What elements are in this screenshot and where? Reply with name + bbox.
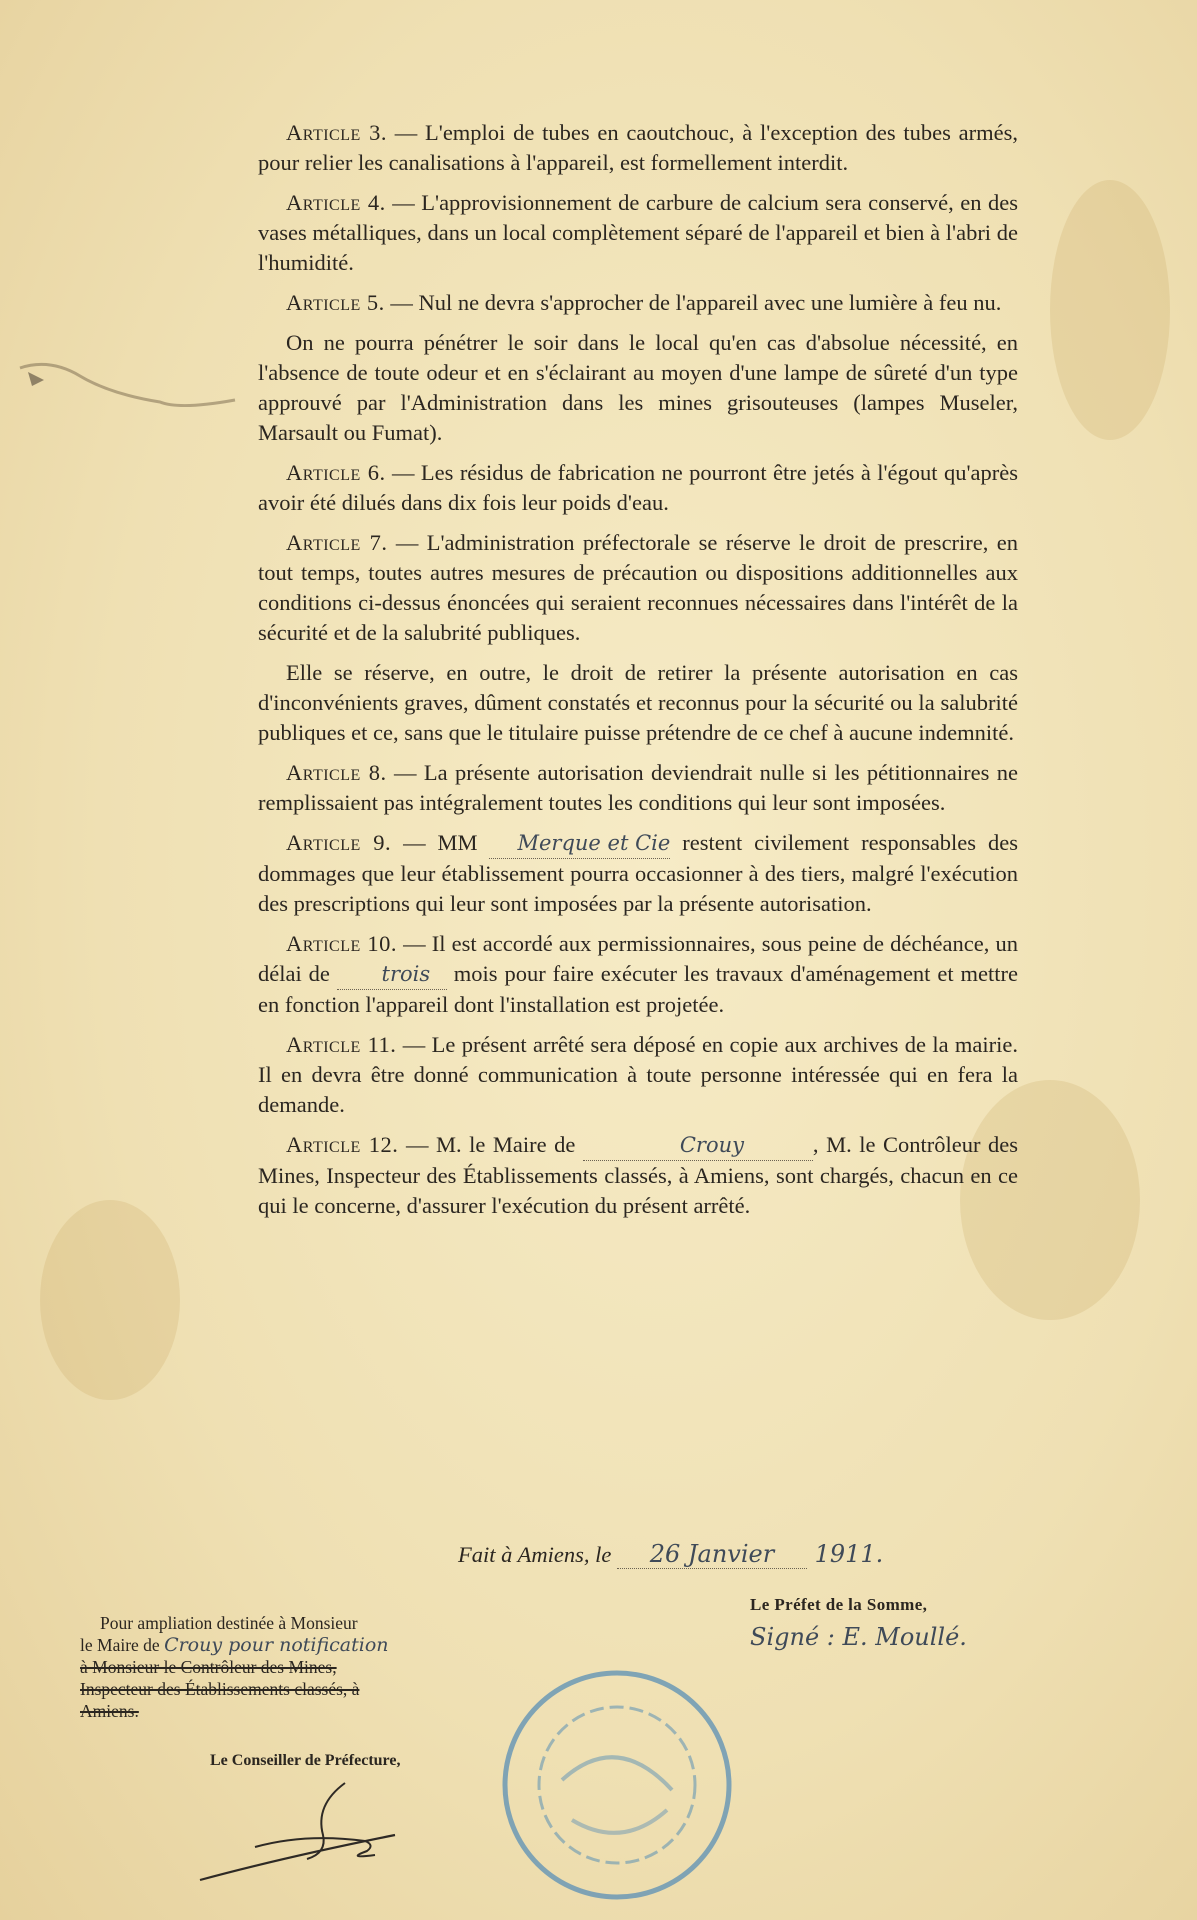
article-11 (258, 1030, 1018, 1120)
article-paragraph (258, 758, 1018, 818)
article-paragraph (258, 658, 1018, 748)
prefecture-stamp-icon (492, 1660, 742, 1910)
prefet-signature: Signé : E. Moullé. (750, 1623, 967, 1651)
paper-stain (40, 1200, 180, 1400)
article-text: — Le présent arrêté sera déposé en copie aux archives de la mairie. Il en devra être donné communication à toute personne intéressée qui en fera la demande. (258, 1032, 1018, 1117)
handwritten-addressee: Crouy pour notification (164, 1634, 389, 1656)
struck-line: Amiens. (80, 1701, 139, 1721)
article-paragraph (258, 288, 1018, 318)
article-paragraph (258, 118, 1018, 178)
article-12 (258, 1130, 1018, 1221)
article-label: Article 11. (286, 1032, 397, 1057)
article-text: — La présente autorisation deviendrait nulle si les pétitionnaires ne remplissaient pas intégralement toutes les conditions qui leur sont imposées. (258, 760, 1018, 815)
article-label: Article 12. (286, 1132, 399, 1157)
article-paragraph (258, 528, 1018, 648)
arrete-body (258, 118, 1018, 1231)
article-label: Article 3. (286, 120, 387, 145)
article-label: Article 6. (286, 460, 386, 485)
article-label: Article 5. (286, 290, 385, 315)
ampliation-line (80, 1634, 490, 1656)
article-text: — MM (391, 830, 490, 855)
paper-stain (1050, 180, 1170, 440)
article-text: — Les résidus de fabrication ne pourront être jetés à l'égout qu'après avoir été dilués dans dix fois leur poids d'eau. (258, 460, 1018, 515)
article-text: — L'approvisionnement de carbure de calcium sera conservé, en des vases métalliques, dans un local complètement séparé de l'appareil et bien à l'abri de l'humidité. (258, 190, 1018, 275)
conseiller-title: Le Conseiller de Préfecture, (210, 1752, 401, 1769)
article-label: Article 8. (286, 760, 387, 785)
handwritten-delay: trois (337, 959, 447, 990)
article-text: On ne pourra pénétrer le soir dans le local qu'en cas d'absolue nécessité, en l'absence de toute odeur et en s'éclairant au moyen d'une lampe de sûreté d'un type approuvé par l'Administration dans les mines grisouteuses (lampes Museler, Marsault ou Fumat). (258, 330, 1018, 445)
article-paragraph (258, 458, 1018, 518)
article-text: — Il est accordé aux permissionnaires, sous peine de déchéance, un délai de (258, 931, 1019, 986)
ampliation-block (80, 1612, 490, 1722)
ampliation-line: Pour ampliation destinée à Monsieur (100, 1613, 358, 1633)
article-text: — M. le Maire de (398, 1132, 583, 1157)
article-text: mois pour faire exécuter les travaux d'aménagement et mettre en fonction l'appareil dont l'installation est projetée. (258, 961, 1018, 1017)
handwritten-commune: Crouy (583, 1130, 813, 1161)
article-text: , M. le Contrôleur des Mines, Inspecteur des Établissements classés, à Amiens, sont chargés, chacun en ce qui le concerne, d'assurer l'exécution du présent arrêté. (258, 1132, 1018, 1218)
article-text: — L'administration préfectorale se réserve le droit de prescrire, en tout temps, toutes autres mesures de précaution ou dispositions additionnelles aux conditions ci-dessus énoncées qui seraient reconnues nécessaires dans l'intérêt de la sécurité et de la salubrité publiques. (258, 530, 1018, 645)
prefet-block (750, 1595, 1050, 1651)
article-text: restent civilement responsables des dommages que leur établissement pourra occasionner à des tiers, malgré l'exécution des prescriptions qui leur sont imposées par la présente autorisation. (258, 830, 1018, 916)
article-label: Article 9. (286, 830, 392, 855)
article-paragraph (258, 188, 1018, 278)
article-9 (258, 828, 1018, 919)
struck-line: Inspecteur des Établissements classés, à (80, 1679, 360, 1699)
article-label: Article 4. (286, 190, 386, 215)
struck-line: à Monsieur le Contrôleur des Mines, (80, 1657, 337, 1677)
article-text: — L'emploi de tubes en caoutchouc, à l'exception des tubes armés, pour relier les canalisations à l'appareil, est formellement interdit. (258, 120, 1019, 175)
conseiller-signature-icon (195, 1775, 435, 1885)
ampliation-prefix: le Maire de (80, 1635, 165, 1655)
prefet-title: Le Préfet de la Somme, (750, 1595, 928, 1614)
margin-ink-mark (10, 340, 240, 430)
article-label: Article 10. (286, 931, 398, 956)
article-label: Article 7. (286, 530, 388, 555)
handwritten-name: Merque et Cie (489, 828, 670, 859)
article-text: Elle se réserve, en outre, le droit de retirer la présente autorisation en cas d'inconvénients graves, dûment constatés et reconnus pour la sécurité ou la salubrité publiques et ce, sans que le titulaire puisse prétendre de ce chef à aucune indemnité. (258, 660, 1018, 745)
fait-prefix: Fait à Amiens, le (458, 1542, 617, 1567)
handwritten-date: 26 Janvier (617, 1540, 807, 1569)
articles-list (258, 118, 1018, 818)
date-year: 1911. (806, 1540, 884, 1568)
article-10 (258, 929, 1018, 1020)
article-paragraph (258, 328, 1018, 448)
article-text: — Nul ne devra s'approcher de l'appareil avec une lumière à feu nu. (384, 290, 1002, 315)
date-line (458, 1540, 883, 1569)
